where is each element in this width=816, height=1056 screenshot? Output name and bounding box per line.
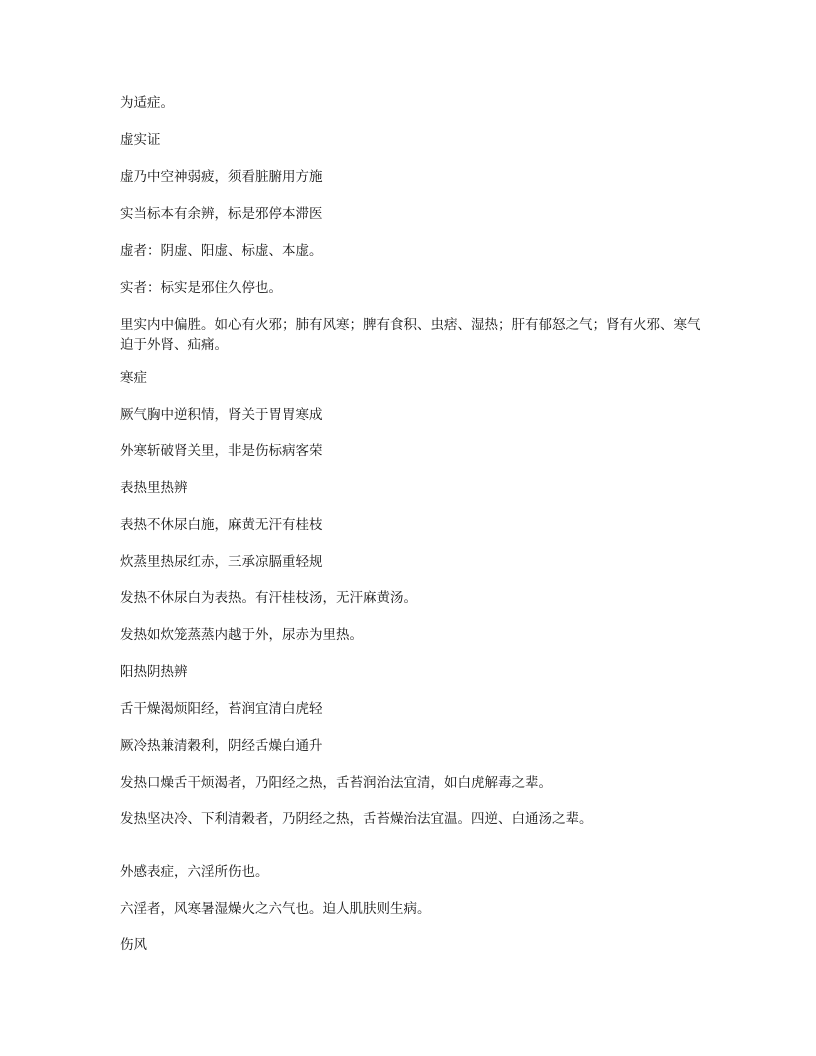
section-heading-xu-shi: 虚实证: [120, 132, 161, 148]
verse-line: 表热不休尿白施，麻黄无汗有桂枝: [120, 517, 323, 533]
section-heading-han-zheng: 寒症: [120, 370, 147, 386]
verse-line: 虚乃中空神弱疲，须看脏腑用方施: [120, 169, 323, 185]
verse-line: 炊蒸里热尿红赤，三承凉膈重轻规: [120, 554, 323, 570]
section-heading-yang-re-yin-re: 阳热阴热辨: [120, 664, 188, 680]
paragraph: 外感表症，六淫所伤也。: [120, 864, 269, 880]
paragraph: 六淫者，风寒暑湿燥火之六气也。迫人肌肤则生病。: [120, 901, 431, 917]
section-heading-biao-re-li-re: 表热里热辨: [120, 480, 188, 496]
section-heading-shang-feng: 伤风: [120, 937, 147, 953]
paragraph: 虚者：阴虚、阳虚、标虚、本虚。: [120, 243, 323, 259]
paragraph: 发热不休尿白为表热。有汗桂枝汤，无汗麻黄汤。: [120, 590, 417, 606]
verse-line: 厥气胸中逆积情，肾关于胃胃寒成: [120, 407, 323, 423]
verse-line: 实当标本有余辨，标是邪停本滞医: [120, 206, 323, 222]
paragraph: 实者：标实是邪住久停也。: [120, 280, 282, 296]
verse-line: 外寒斩破肾关里，非是伤标病客荣: [120, 443, 323, 459]
paragraph: 发热坚决冷、下利清穀者，乃阴经之热，舌苔燥治法宜温。四逆、白通汤之辈。: [120, 811, 593, 827]
verse-line: 厥冷热兼清穀利，阴经舌燥白通升: [120, 738, 323, 754]
paragraph-li-shi: 里实内中偏胜。如心有火邪；肺有风寒；脾有食积、虫痞、湿热；肝有郁怒之气；肾有火邪、寒气迫于外肾、疝痛。: [120, 317, 701, 353]
paragraph: 发热如炊笼蒸蒸内越于外，尿赤为里热。: [120, 627, 363, 643]
verse-line: 舌干燥渴烦阳经，苔润宜清白虎轻: [120, 701, 323, 717]
paragraph: 发热口燥舌干烦渴者，乃阳经之热，舌苔润治法宜清，如白虎解毒之辈。: [120, 775, 552, 791]
paragraph-1: 为适症。: [120, 95, 174, 111]
